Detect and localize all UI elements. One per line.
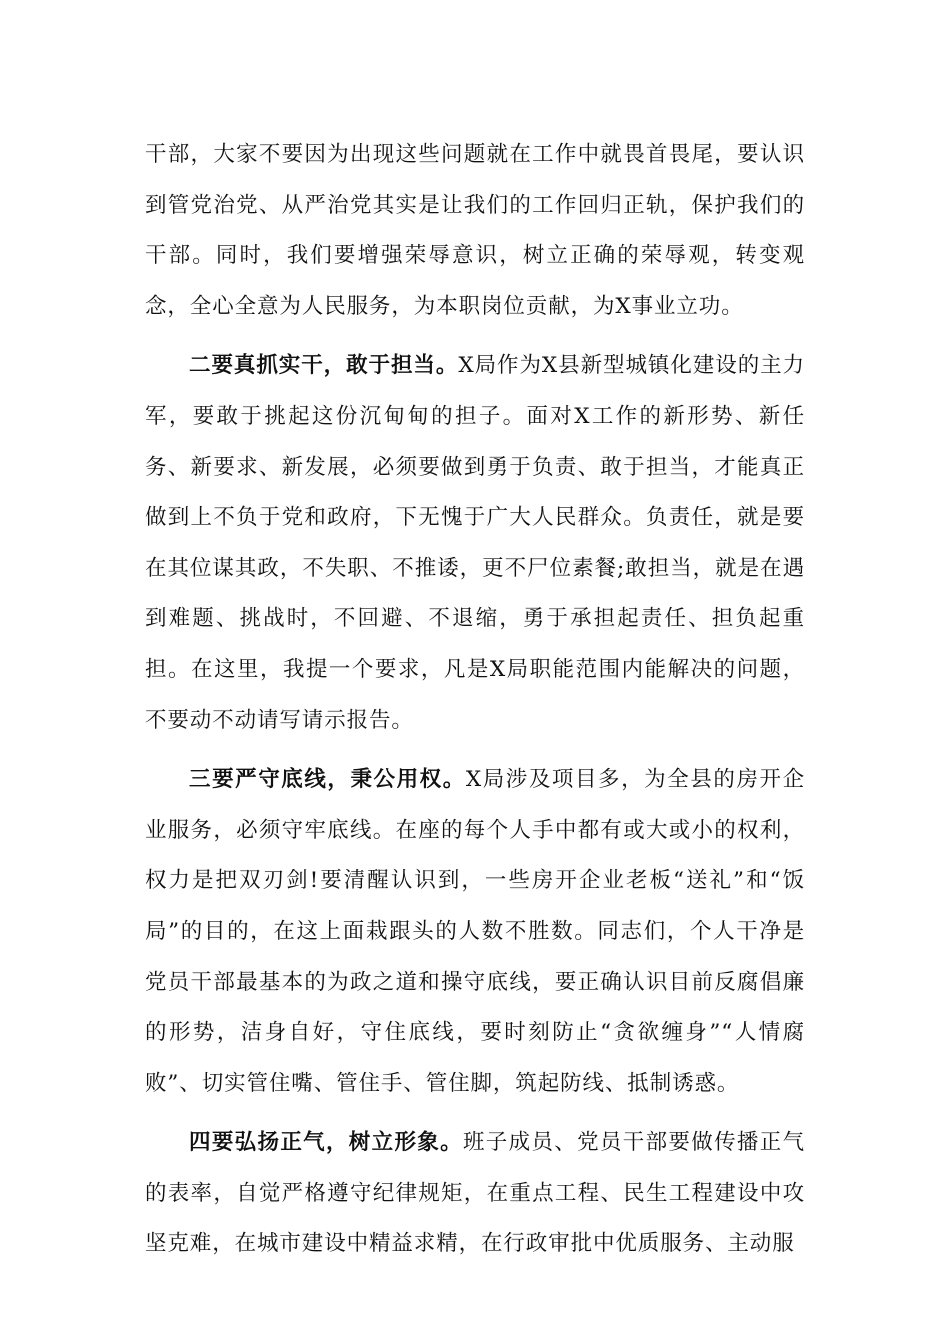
- paragraph-point-two: [145, 341, 805, 746]
- paragraph-heading: 三要严守底线，秉公用权。: [189, 767, 466, 793]
- paragraph-text: X局涉及项目多，为全县的房开企业服务，必须守牢底线。在座的每个人手中都有或大或小的权利，权力是把双刃剑!要清醒认识到，一些房开企业老板“送礼”和“饭局”的目的，在这上面栽跟头的人数不胜数。同志们，个人干净是党员干部最基本的为政之道和操守底线，要正确认识目前反腐倡廉的形势，洁身自好，守住底线，要时刻防止“贪欲缠身”“人情腐败”、切实管住嘴、管住手、管住脚，筑起防线、抵制诱惑。: [145, 767, 805, 1096]
- paragraph-text: X局作为X县新型城镇化建设的主力军，要敢于挑起这份沉甸甸的担子。面对X工作的新形势、新任务、新要求、新发展，必须要做到勇于负责、敢于担当，才能真正做到上不负于党和政府，下无愧于广大人民群众。负责任，就是要在其位谋其政，不失职、不推诿，更不尸位素餐;敢担当，就是在遇到难题、挑战时，不回避、不退缩，勇于承担起责任、担负起重担。在这里，我提一个要求，凡是X局职能范围内能解决的问题，不要动不动请写请示报告。: [145, 353, 805, 733]
- paragraph-point-four: [145, 1118, 805, 1270]
- paragraph-continuation: [145, 130, 805, 332]
- paragraph-heading: 四要弘扬正气，树立形象。: [189, 1130, 463, 1156]
- paragraph-text: 干部，大家不要因为出现这些问题就在工作中就畏首畏尾，要认识到管党治党、从严治党其实是让我们的工作回归正轨，保护我们的干部。同时，我们要增强荣辱意识，树立正确的荣辱观，转变观念，全心全意为人民服务，为本职岗位贡献，为X事业立功。: [145, 142, 805, 319]
- paragraph-point-three: [145, 755, 805, 1109]
- document-body: [145, 130, 805, 1279]
- paragraph-heading: 二要真抓实干，敢于担当。: [189, 353, 459, 379]
- paragraph-text: 班子成员、党员干部要做传播正气的表率，自觉严格遵守纪律规矩，在重点工程、民生工程建设中攻坚克难，在城市建设中精益求精，在行政审批中优质服务、主动服: [145, 1130, 805, 1257]
